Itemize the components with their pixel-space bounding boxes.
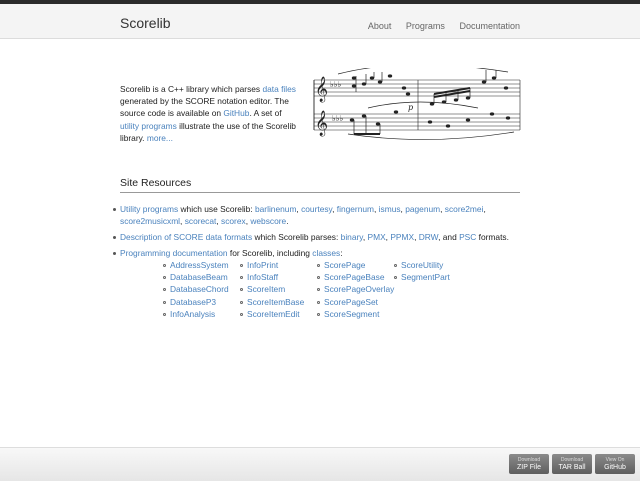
download-caption: Download: [517, 457, 541, 463]
svg-text:p: p: [408, 103, 414, 112]
svg-text:♭♭♭: ♭♭♭: [332, 114, 344, 123]
list-text: , and: [438, 232, 460, 242]
class-list: [170, 259, 520, 320]
class-link[interactable]: InfoAnalysis: [170, 308, 216, 319]
class-link[interactable]: InfoPrint: [247, 260, 279, 270]
class-link[interactable]: DatabaseP3: [170, 296, 217, 307]
intro-text: generated by the SCORE notation editor. The source code is available on: [120, 96, 289, 119]
list-item: Utility programs which use Scorelib: barlinenum, courtesy, fingernum, ismus, pagenum, score2mei, score2musicxml, scorecat, scorex, webscore.: [120, 203, 520, 227]
intro-text: . A set of: [249, 108, 282, 119]
class-link[interactable]: DatabaseBeam: [170, 272, 228, 283]
site-header: [0, 4, 640, 39]
class-link[interactable]: ScoreItemBase: [247, 296, 305, 307]
intro-paragraph: [120, 83, 298, 144]
class-link[interactable]: ScoreSegment: [324, 308, 380, 319]
utility-programs-link[interactable]: utility programs: [120, 120, 177, 131]
class-column: [324, 259, 401, 320]
section-title: Site Resources: [120, 177, 520, 193]
program-link[interactable]: barlinenum: [254, 204, 297, 214]
view-github-button[interactable]: [595, 454, 635, 474]
download-label: GitHub: [604, 464, 626, 471]
program-link[interactable]: courtesy: [301, 204, 333, 214]
format-link[interactable]: PSC: [459, 232, 477, 242]
svg-text:𝄞: 𝄞: [315, 111, 329, 136]
classes-link[interactable]: classes: [312, 248, 341, 258]
resources-list: [120, 203, 520, 324]
data-formats-link[interactable]: Description of SCORE data formats: [120, 232, 253, 242]
class-link[interactable]: ScorePageSet: [324, 296, 379, 307]
format-link[interactable]: PPMX: [390, 232, 415, 242]
class-link[interactable]: ScorePage: [324, 260, 366, 270]
format-link[interactable]: binary: [340, 232, 363, 242]
download-caption: View On: [605, 457, 625, 463]
program-link[interactable]: webscore: [250, 216, 287, 226]
format-link[interactable]: PMX: [367, 232, 386, 242]
list-text: for Scorelib, including: [227, 248, 313, 258]
more-link[interactable]: more...: [146, 132, 173, 143]
class-link[interactable]: ScoreItem: [247, 284, 286, 295]
list-text: which use Scorelib:: [178, 204, 255, 214]
programming-docs-link[interactable]: Programming documentation: [120, 248, 228, 258]
download-label: TAR Ball: [558, 464, 586, 471]
site-logo[interactable]: Scorelib: [120, 15, 171, 31]
class-link[interactable]: AddressSystem: [170, 260, 229, 270]
download-tar-button[interactable]: [552, 454, 592, 474]
program-link[interactable]: pagenum: [405, 204, 441, 214]
class-column: [170, 259, 247, 320]
download-zip-button[interactable]: [509, 454, 549, 474]
list-item: [120, 247, 520, 320]
class-link[interactable]: DatabaseChord: [170, 284, 229, 295]
list-text: which Scorelib parses:: [252, 232, 341, 242]
class-column: [247, 259, 324, 320]
github-link[interactable]: GitHub: [223, 108, 250, 119]
program-link[interactable]: score2musicxml: [120, 216, 181, 226]
class-link[interactable]: ScoreItemEdit: [247, 308, 300, 319]
nav-programs[interactable]: Programs: [405, 21, 445, 31]
program-link[interactable]: fingernum: [336, 204, 375, 214]
music-score-image: [308, 68, 522, 140]
svg-text:𝄞: 𝄞: [315, 77, 329, 102]
class-link[interactable]: SegmentPart: [401, 272, 450, 283]
utility-programs-link[interactable]: Utility programs: [120, 204, 179, 214]
class-link[interactable]: ScorePageOverlay: [324, 284, 395, 295]
format-link[interactable]: DRW: [418, 232, 439, 242]
nav-about[interactable]: About: [367, 21, 392, 31]
intro-text: illustrate the use of the Scorelib library.: [120, 120, 296, 143]
class-column: [401, 259, 478, 320]
class-link[interactable]: InfoStaff: [247, 272, 279, 283]
program-link[interactable]: ismus: [378, 204, 401, 214]
download-caption: Download: [560, 457, 584, 463]
main-nav: [356, 21, 520, 31]
nav-documentation[interactable]: Documentation: [459, 21, 520, 31]
class-link[interactable]: ScorePageBase: [324, 272, 385, 283]
program-link[interactable]: score2mei: [444, 204, 484, 214]
data-files-link[interactable]: data files: [262, 84, 296, 94]
class-link[interactable]: ScoreUtility: [401, 260, 444, 270]
intro-text: Scorelib is a C++ library which parses: [120, 84, 263, 94]
program-link[interactable]: scorex: [221, 216, 246, 226]
list-text: .: [286, 216, 289, 226]
list-text: :: [340, 248, 343, 258]
list-item: Description of SCORE data formats which Scorelib parses: binary, PMX, PPMX, DRW, and PSC formats.: [120, 231, 520, 243]
svg-text:♭♭♭: ♭♭♭: [330, 80, 342, 89]
list-text: formats.: [476, 232, 509, 242]
program-link[interactable]: scorecat: [184, 216, 217, 226]
download-label: ZIP File: [517, 464, 541, 471]
